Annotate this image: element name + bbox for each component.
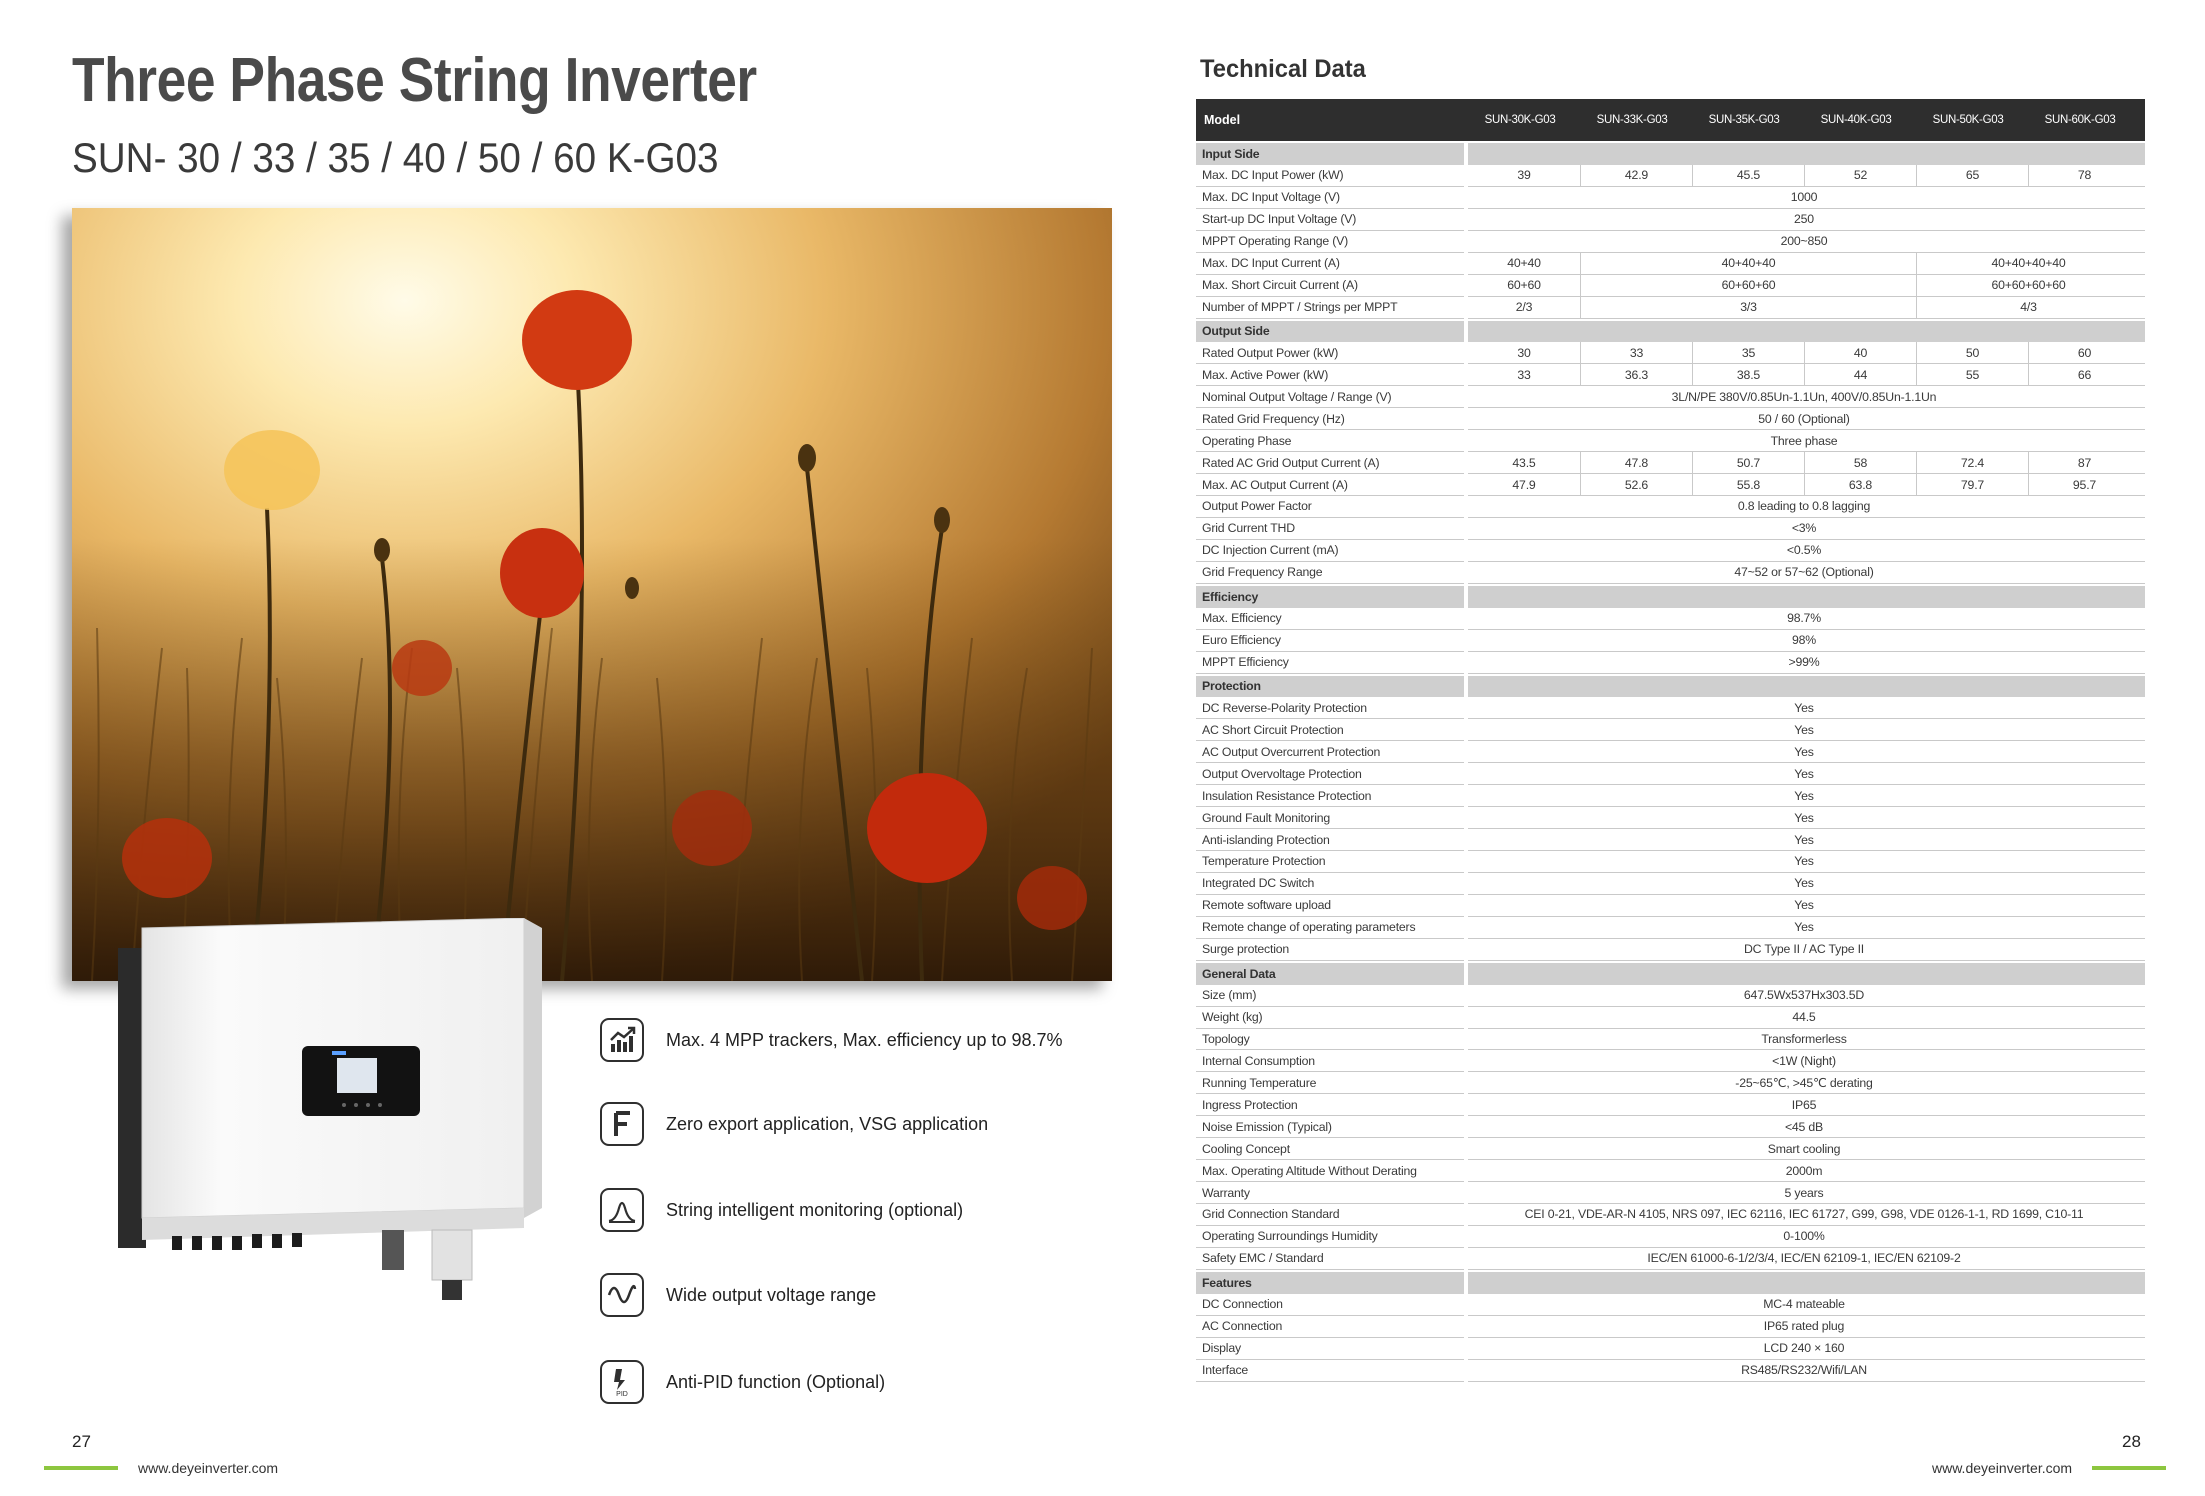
spec-row (1196, 1204, 2145, 1226)
spec-label: DC Connection (1196, 1294, 1464, 1316)
spec-value: 44.5 (1792, 1010, 1816, 1025)
spec-row (1196, 1094, 2145, 1116)
spec-values (1468, 1182, 2145, 1204)
pid-icon (600, 1360, 644, 1404)
spec-value: 58 (1804, 452, 1916, 473)
spec-label: Ground Fault Monitoring (1196, 807, 1464, 829)
spec-row (1196, 474, 2145, 496)
spec-table-body (1196, 143, 2145, 1382)
spec-value: -25~65℃, >45℃ derating (1735, 1075, 1873, 1090)
spec-label: Anti-islanding Protection (1196, 829, 1464, 851)
spec-label: Insulation Resistance Protection (1196, 785, 1464, 807)
spec-row (1196, 540, 2145, 562)
spec-row (1196, 1182, 2145, 1204)
spec-values (1468, 165, 2145, 187)
spec-value: <45 dB (1784, 1119, 1824, 1134)
spec-value: 98% (1791, 633, 1816, 648)
spec-value: Yes (1794, 920, 1814, 935)
spec-row (1196, 741, 2145, 763)
spec-label: Grid Connection Standard (1196, 1204, 1464, 1226)
spec-values (1468, 209, 2145, 231)
spec-value: 33 (1517, 367, 1531, 382)
spec-value: 50 / 60 (Optional) (1758, 411, 1850, 426)
spec-values (1468, 1338, 2145, 1360)
spec-label: Output Overvoltage Protection (1196, 763, 1464, 785)
spec-label: Cooling Concept (1196, 1138, 1464, 1160)
spec-label: Max. DC Input Voltage (V) (1196, 187, 1464, 209)
spec-row (1196, 1338, 2145, 1360)
spec-row (1196, 895, 2145, 917)
spec-value: >99% (1788, 655, 1820, 670)
spec-label: Running Temperature (1196, 1072, 1464, 1094)
spec-value: 3/3 (1580, 297, 1916, 318)
spec-row (1196, 1138, 2145, 1160)
page-title: Three Phase String Inverter (72, 46, 757, 115)
feature-label: Zero export application, VSG application (666, 1113, 989, 1134)
spec-values (1468, 917, 2145, 939)
spec-value: 5 years (1784, 1185, 1824, 1200)
section-title: Protection (1196, 676, 1464, 698)
spec-value: 3L/N/PE 380V/0.85Un-1.1Un, 400V/0.85Un-1.1Un (1671, 389, 1937, 404)
spec-label: AC Connection (1196, 1316, 1464, 1338)
spec-row (1196, 873, 2145, 895)
feature-item (600, 1271, 1120, 1319)
section-fill (1468, 963, 2145, 985)
spec-row (1196, 496, 2145, 518)
feature-label: String intelligent monitoring (optional) (666, 1199, 964, 1220)
spec-values (1468, 275, 2145, 297)
spec-row (1196, 763, 2145, 785)
spec-section-row (1196, 676, 2145, 698)
spec-row (1196, 209, 2145, 231)
spec-row (1196, 1007, 2145, 1029)
pid-icon-text: PID (616, 1391, 628, 1398)
spec-value: 36.3 (1580, 364, 1692, 385)
spec-values (1468, 386, 2145, 408)
spec-values (1468, 1360, 2145, 1382)
spec-row (1196, 652, 2145, 674)
spec-row (1196, 807, 2145, 829)
spec-values (1468, 697, 2145, 719)
spec-row (1196, 231, 2145, 253)
spec-value: MC-4 mateable (1763, 1297, 1845, 1312)
spec-values (1468, 430, 2145, 452)
spec-label: AC Short Circuit Protection (1196, 719, 1464, 741)
spec-value: 55 (1916, 364, 2028, 385)
feature-item (600, 1100, 1120, 1148)
spec-value: 79.7 (1916, 474, 2028, 495)
section-fill (1468, 676, 2145, 698)
spec-values (1468, 785, 2145, 807)
spec-row (1196, 364, 2145, 386)
spec-values (1468, 540, 2145, 562)
spec-table-header (1196, 99, 2145, 141)
spec-label: Operating Phase (1196, 430, 1464, 452)
spec-value: Yes (1794, 832, 1814, 847)
spec-row (1196, 985, 2145, 1007)
spec-value: 63.8 (1804, 474, 1916, 495)
page-number-right: 28 (2122, 1432, 2141, 1451)
spec-section-row (1196, 586, 2145, 608)
spec-label: Remote software upload (1196, 895, 1464, 917)
section-title: Output Side (1196, 321, 1464, 343)
spec-value: 55.8 (1692, 474, 1804, 495)
spec-value: Yes (1794, 700, 1814, 715)
spec-value: 52.6 (1580, 474, 1692, 495)
spec-values (1468, 187, 2145, 209)
spec-label: Max. Efficiency (1196, 608, 1464, 630)
f-letter-icon (600, 1102, 644, 1146)
spec-value: 50.7 (1692, 452, 1804, 473)
spec-label: Max. DC Input Current (A) (1196, 253, 1464, 275)
spec-value: 95.7 (2028, 474, 2140, 495)
spec-value: Yes (1794, 766, 1814, 781)
accent-bar-left (44, 1466, 118, 1470)
spec-values (1468, 408, 2145, 430)
spec-values (1468, 1316, 2145, 1338)
spec-values (1468, 1094, 2145, 1116)
spec-values (1468, 297, 2145, 319)
spec-values (1468, 1160, 2145, 1182)
spec-row (1196, 785, 2145, 807)
spec-row (1196, 342, 2145, 364)
feature-label: Wide output voltage range (666, 1284, 877, 1305)
spec-label: Max. Operating Altitude Without Derating (1196, 1160, 1464, 1182)
spec-row (1196, 630, 2145, 652)
spec-value: 47.9 (1512, 477, 1536, 492)
spec-row (1196, 297, 2145, 319)
spec-value: 66 (2028, 364, 2140, 385)
spec-value: Yes (1794, 810, 1814, 825)
spec-value: 39 (1517, 168, 1531, 183)
spec-value: 87 (2028, 452, 2140, 473)
spec-label: Number of MPPT / Strings per MPPT (1196, 297, 1464, 319)
spec-label: Interface (1196, 1360, 1464, 1382)
spec-row (1196, 829, 2145, 851)
spec-row (1196, 1160, 2145, 1182)
chart-icon (600, 1018, 644, 1062)
model-subtitle: SUN- 30 / 33 / 35 / 40 / 50 / 60 K-G03 (72, 134, 719, 181)
spec-values (1468, 231, 2145, 253)
spec-table (1196, 99, 2145, 1382)
spec-values (1468, 939, 2145, 961)
spec-value: Smart cooling (1767, 1141, 1841, 1156)
spec-row (1196, 1360, 2145, 1382)
spec-value: CEI 0-21, VDE-AR-N 4105, NRS 097, IEC 62116, IEC 61727, G99, G98, VDE 0126-1-1, RD 1699, C10-11 (1524, 1207, 2084, 1222)
section-title: Features (1196, 1272, 1464, 1294)
spec-row (1196, 1294, 2145, 1316)
spec-value: 40+40+40 (1580, 253, 1916, 274)
model-header-label: Model (1204, 113, 1241, 127)
spec-values (1468, 741, 2145, 763)
spec-value: Yes (1794, 722, 1814, 737)
section-fill (1468, 1272, 2145, 1294)
spec-values (1468, 985, 2145, 1007)
spec-value: IP65 rated plug (1763, 1319, 1845, 1334)
spec-label: Rated AC Grid Output Current (A) (1196, 452, 1464, 474)
spec-label: Noise Emission (Typical) (1196, 1116, 1464, 1138)
sine-wave-icon (600, 1273, 644, 1317)
spec-value: Yes (1794, 744, 1814, 759)
spec-label: Operating Surroundings Humidity (1196, 1226, 1464, 1248)
spec-value: 72.4 (1916, 452, 2028, 473)
spec-row (1196, 939, 2145, 961)
spec-label: Rated Grid Frequency (Hz) (1196, 408, 1464, 430)
spec-label: Size (mm) (1196, 985, 1464, 1007)
spec-values (1468, 342, 2145, 364)
spec-value: 200~850 (1780, 234, 1828, 249)
spec-values (1468, 1050, 2145, 1072)
spec-value: 50 (1916, 342, 2028, 363)
spec-row (1196, 518, 2145, 540)
spec-value: Yes (1794, 854, 1814, 869)
spec-value: 47.8 (1580, 452, 1692, 473)
feature-item (600, 1186, 1120, 1234)
spec-label: Grid Current THD (1196, 518, 1464, 540)
spec-label: Internal Consumption (1196, 1050, 1464, 1072)
spec-value: 0-100% (1783, 1229, 1825, 1244)
spec-values (1468, 1138, 2145, 1160)
spec-row (1196, 697, 2145, 719)
spec-value: 65 (1916, 165, 2028, 186)
spec-value: Three phase (1770, 433, 1838, 448)
spec-value: 52 (1804, 165, 1916, 186)
waveform-monitor-icon (600, 1188, 644, 1232)
spec-values (1468, 253, 2145, 275)
spec-label: AC Output Overcurrent Protection (1196, 741, 1464, 763)
spec-value: 250 (1794, 212, 1814, 227)
spec-label: Surge protection (1196, 939, 1464, 961)
spec-row (1196, 430, 2145, 452)
spec-value: 44 (1804, 364, 1916, 385)
spec-value: Yes (1794, 876, 1814, 891)
spec-label: Weight (kg) (1196, 1007, 1464, 1029)
model-column-header: SUN-30K-G03 (1484, 114, 1556, 126)
spec-value: 38.5 (1692, 364, 1804, 385)
spec-row (1196, 165, 2145, 187)
spec-row (1196, 608, 2145, 630)
spec-values (1468, 719, 2145, 741)
model-column-header: SUN-33K-G03 (1596, 114, 1668, 126)
spec-value: <1W (Night) (1772, 1053, 1836, 1068)
accent-bar-right (2092, 1466, 2166, 1470)
spec-value: 647.5Wx537Hx303.5D (1743, 988, 1865, 1003)
spec-label: Max. Short Circuit Current (A) (1196, 275, 1464, 297)
spec-values (1468, 496, 2145, 518)
spec-section-row (1196, 963, 2145, 985)
spec-values (1468, 1029, 2145, 1051)
website-url-left[interactable]: www.deyeinverter.com (138, 1460, 279, 1476)
spec-label: Warranty (1196, 1182, 1464, 1204)
website-url-right[interactable]: www.deyeinverter.com (1932, 1460, 2073, 1476)
spec-value: 40 (1804, 342, 1916, 363)
spec-row (1196, 1050, 2145, 1072)
spec-row (1196, 917, 2145, 939)
spec-values (1468, 895, 2145, 917)
section-title: Efficiency (1196, 586, 1464, 608)
spec-value: LCD 240 × 160 (1763, 1341, 1845, 1356)
spec-values (1468, 452, 2145, 474)
spec-value: 60+60+60 (1580, 275, 1916, 296)
spec-label: Ingress Protection (1196, 1094, 1464, 1116)
spec-values (1468, 652, 2145, 674)
spec-value: Yes (1794, 898, 1814, 913)
feature-item (600, 1358, 1120, 1406)
spec-row (1196, 187, 2145, 209)
spec-row (1196, 253, 2145, 275)
spec-values (1468, 474, 2145, 496)
model-column-header: SUN-50K-G03 (1932, 114, 2004, 126)
spec-value: Yes (1794, 788, 1814, 803)
spec-label: DC Reverse-Polarity Protection (1196, 697, 1464, 719)
spec-row (1196, 719, 2145, 741)
spec-value: 1000 (1790, 190, 1818, 205)
spec-value: <0.5% (1786, 543, 1822, 558)
spec-values (1468, 1294, 2145, 1316)
spec-value: 30 (1517, 345, 1531, 360)
spec-values (1468, 1248, 2145, 1270)
model-column-header: SUN-35K-G03 (1708, 114, 1780, 126)
section-title: Input Side (1196, 143, 1464, 165)
spec-values (1468, 851, 2145, 873)
spec-label: Display (1196, 1338, 1464, 1360)
spec-row (1196, 1072, 2145, 1094)
feature-item (600, 1016, 1120, 1064)
spec-label: Max. Active Power (kW) (1196, 364, 1464, 386)
spec-row (1196, 562, 2145, 584)
spec-values (1468, 807, 2145, 829)
spec-values (1468, 873, 2145, 895)
spec-row (1196, 1316, 2145, 1338)
section-fill (1468, 321, 2145, 343)
technical-data-heading: Technical Data (1200, 55, 1366, 83)
spec-label: Topology (1196, 1029, 1464, 1051)
spec-section-row (1196, 143, 2145, 165)
spec-value: 98.7% (1787, 611, 1821, 626)
spec-label: Start-up DC Input Voltage (V) (1196, 209, 1464, 231)
spec-value: Transformerless (1761, 1031, 1847, 1046)
spec-values (1468, 608, 2145, 630)
model-column-header: SUN-40K-G03 (1820, 114, 1892, 126)
spec-value: 33 (1580, 342, 1692, 363)
spec-values (1468, 1072, 2145, 1094)
spec-label: MPPT Efficiency (1196, 652, 1464, 674)
spec-values (1468, 630, 2145, 652)
spec-value: 45.5 (1692, 165, 1804, 186)
spec-value: 40+40 (1507, 256, 1541, 271)
spec-label: Euro Efficiency (1196, 630, 1464, 652)
spec-label: Temperature Protection (1196, 851, 1464, 873)
spec-value: 78 (2028, 165, 2140, 186)
spec-value: 60+60 (1507, 278, 1541, 293)
spec-values (1468, 763, 2145, 785)
spec-value: RS485/RS232/Wifi/LAN (1741, 1363, 1867, 1378)
spec-value: 47~52 or 57~62 (Optional) (1734, 565, 1874, 580)
spec-row (1196, 386, 2145, 408)
spec-value: DC Type II / AC Type II (1743, 942, 1865, 957)
spec-values (1468, 1226, 2145, 1248)
spec-label: DC Injection Current (mA) (1196, 540, 1464, 562)
spec-row (1196, 408, 2145, 430)
spec-value: IP65 (1791, 1097, 1817, 1112)
spec-value: 35 (1692, 342, 1804, 363)
spec-label: Max. DC Input Power (kW) (1196, 165, 1464, 187)
spec-value: <3% (1791, 521, 1817, 536)
section-fill (1468, 586, 2145, 608)
spec-row (1196, 452, 2145, 474)
spec-label: Max. AC Output Current (A) (1196, 474, 1464, 496)
feature-label: Max. 4 MPP trackers, Max. efficiency up to 98.7% (666, 1029, 1063, 1050)
spec-row (1196, 851, 2145, 873)
spec-value: 42.9 (1580, 165, 1692, 186)
spec-label: Safety EMC / Standard (1196, 1248, 1464, 1270)
spec-value: 60+60+60+60 (1916, 275, 2140, 296)
spec-label: Rated Output Power (kW) (1196, 342, 1464, 364)
spec-value: 2/3 (1515, 300, 1533, 315)
spec-row (1196, 275, 2145, 297)
spec-values (1468, 1116, 2145, 1138)
spec-label: Output Power Factor (1196, 496, 1464, 518)
spec-values (1468, 1007, 2145, 1029)
spec-values (1468, 364, 2145, 386)
spec-section-row (1196, 1272, 2145, 1294)
model-column-header: SUN-60K-G03 (2044, 114, 2116, 126)
spec-row (1196, 1029, 2145, 1051)
spec-label: Remote change of operating parameters (1196, 917, 1464, 939)
spec-label: Nominal Output Voltage / Range (V) (1196, 386, 1464, 408)
spec-label: Grid Frequency Range (1196, 562, 1464, 584)
page-number-left: 27 (72, 1432, 91, 1451)
spec-value: 2000m (1785, 1163, 1823, 1178)
spec-row (1196, 1226, 2145, 1248)
spec-row (1196, 1116, 2145, 1138)
spec-value: IEC/EN 61000-6-1/2/3/4, IEC/EN 62109-1, IEC/EN 62109-2 (1647, 1251, 1961, 1266)
spec-value: 43.5 (1512, 455, 1536, 470)
section-title: General Data (1196, 963, 1464, 985)
spec-value: 0.8 leading to 0.8 lagging (1737, 499, 1871, 514)
spec-label: MPPT Operating Range (V) (1196, 231, 1464, 253)
spec-row (1196, 1248, 2145, 1270)
spec-values (1468, 518, 2145, 540)
spec-values (1468, 1204, 2145, 1226)
spec-values (1468, 562, 2145, 584)
spec-value: 60 (2028, 342, 2140, 363)
feature-label: Anti-PID function (Optional) (666, 1371, 886, 1392)
spec-value: 4/3 (1916, 297, 2140, 318)
section-fill (1468, 143, 2145, 165)
poppy-field-photo (72, 208, 1112, 981)
spec-section-row (1196, 321, 2145, 343)
spec-value: 40+40+40+40 (1916, 253, 2140, 274)
inverter-product-image (112, 918, 542, 1318)
spec-values (1468, 829, 2145, 851)
spec-label: Integrated DC Switch (1196, 873, 1464, 895)
